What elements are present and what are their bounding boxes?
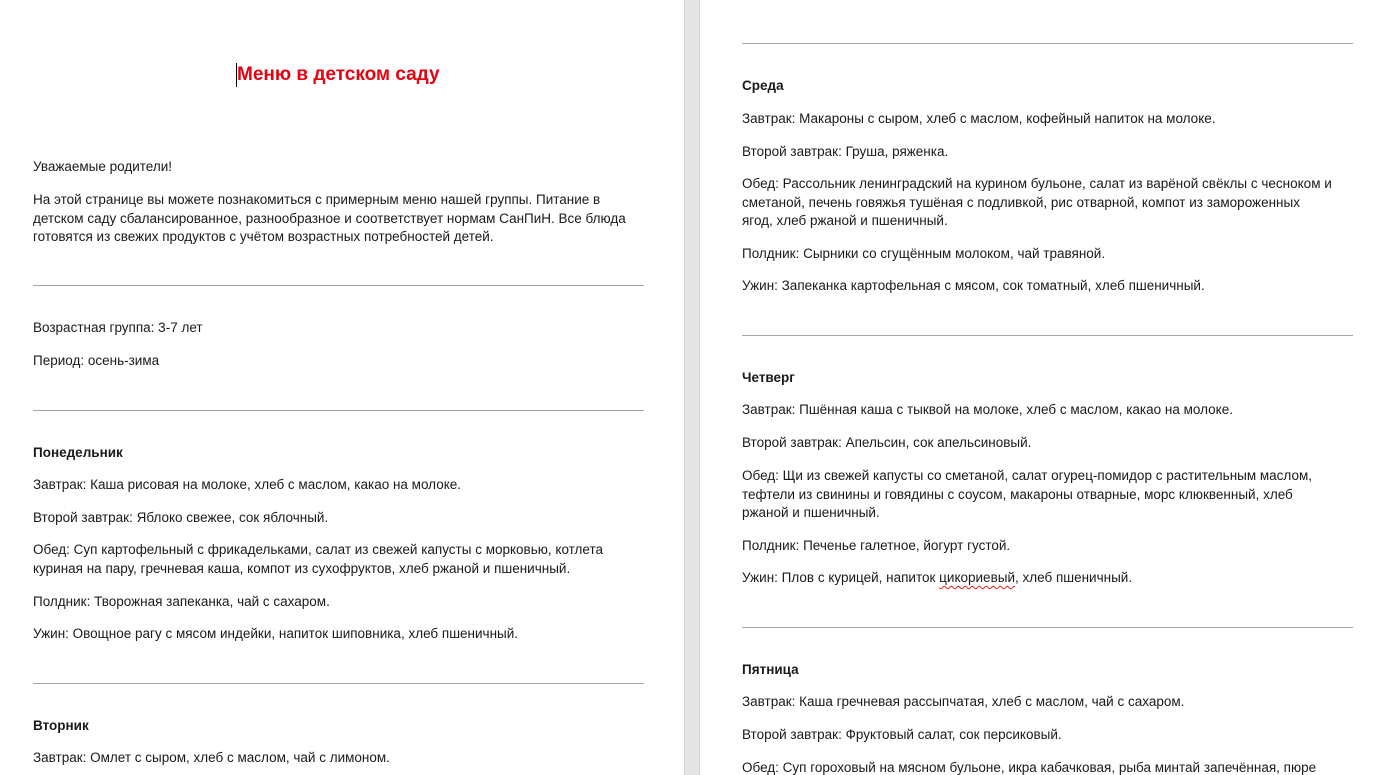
- misspelled-word[interactable]: цикориевый: [939, 570, 1015, 585]
- meal-dinner[interactable]: [742, 569, 1132, 588]
- intro-paragraph[interactable]: На этой странице вы можете познакомиться с примерным меню нашей группы. Питание в детском саду сбалансированное, разнообразное и соответствует нормам СанПиН. Все блюда готовятся из свежих продуктов с учётом возрастных потребностей детей.: [33, 192, 626, 244]
- document-title[interactable]: Меню в детском саду: [237, 64, 440, 85]
- dinner-text-suffix: , хлеб пшеничный.: [1014, 570, 1133, 585]
- meal-second-breakfast[interactable]: Второй завтрак: Апельсин, сок апельсиновый.: [742, 435, 1032, 450]
- meal-lunch-line[interactable]: Обед: Рассольник ленинградский на курином бульоне, салат из варёной свёклы с чесноком и: [742, 176, 1332, 191]
- dinner-text-prefix: Ужин: Плов с курицей, напиток: [742, 570, 940, 585]
- meal-lunch-line[interactable]: ржаной и пшеничный.: [742, 505, 880, 520]
- meal-lunch-line[interactable]: ягод, хлеб ржаной и пшеничный.: [742, 213, 948, 228]
- meal-breakfast[interactable]: Завтрак: Омлет с сыром, хлеб с маслом, чай с лимоном.: [33, 750, 390, 765]
- horizontal-rule: [33, 683, 644, 684]
- day-heading-tuesday[interactable]: Вторник: [33, 718, 89, 733]
- meal-breakfast[interactable]: Завтрак: Каша рисовая на молоке, хлеб с маслом, какао на молоке.: [33, 477, 462, 492]
- meal-breakfast[interactable]: Завтрак: Каша гречневая рассыпчатая, хлеб с маслом, чай с сахаром.: [742, 694, 1185, 709]
- horizontal-rule: [33, 410, 644, 411]
- page-gutter: [684, 0, 700, 775]
- day-heading-friday[interactable]: Пятница: [742, 662, 799, 677]
- horizontal-rule: [742, 627, 1353, 628]
- meal-lunch-line[interactable]: тефтели из свинины и говядины с соусом, макароны отварные, морс клюквенный, хлеб: [742, 487, 1293, 502]
- meal-dinner[interactable]: Ужин: Овощное рагу с мясом индейки, напиток шиповника, хлеб пшеничный.: [33, 626, 519, 641]
- meal-breakfast[interactable]: Завтрак: Макароны с сыром, хлеб с маслом, кофейный напиток на молоке.: [742, 111, 1216, 126]
- meal-lunch-line[interactable]: Обед: Суп гороховый на мясном бульоне, икра кабачковая, рыба минтай запечённая, пюре: [742, 760, 1317, 775]
- day-heading-monday[interactable]: Понедельник: [33, 445, 123, 460]
- meal-second-breakfast[interactable]: Второй завтрак: Фруктовый салат, сок персиковый.: [742, 727, 1062, 742]
- horizontal-rule: [742, 43, 1353, 44]
- horizontal-rule: [33, 285, 644, 286]
- meal-breakfast[interactable]: Завтрак: Пшённая каша с тыквой на молоке, хлеб с маслом, какао на молоке.: [742, 402, 1233, 417]
- meal-lunch-line[interactable]: Обед: Щи из свежей капусты со сметаной, салат огурец-помидор с растительным маслом,: [742, 468, 1312, 483]
- meal-lunch-line[interactable]: Обед: Суп картофельный с фрикадельками, салат из свежей капусты с морковью, котлета: [33, 542, 604, 557]
- document-page-left[interactable]: [0, 0, 684, 775]
- meal-lunch-line[interactable]: сметаной, печень говяжья тушёная с подливкой, рис отварной, компот из замороженных: [742, 195, 1300, 210]
- age-group-paragraph[interactable]: Возрастная группа: 3-7 лет: [33, 320, 203, 335]
- meal-lunch-line[interactable]: куриная на пару, гречневая каша, компот из сухофруктов, хлеб ржаной и пшеничный.: [33, 561, 571, 576]
- document-page-right[interactable]: [700, 0, 1388, 775]
- meal-snack[interactable]: Полдник: Печенье галетное, йогурт густой.: [742, 538, 1011, 553]
- horizontal-rule: [742, 335, 1353, 336]
- meal-snack[interactable]: Полдник: Сырники со сгущённым молоком, чай травяной.: [742, 246, 1106, 261]
- period-paragraph[interactable]: Период: осень-зима: [33, 353, 160, 368]
- meal-second-breakfast[interactable]: Второй завтрак: Груша, ряженка.: [742, 144, 949, 159]
- greeting-paragraph[interactable]: Уважаемые родители!: [33, 159, 173, 174]
- day-heading-thursday[interactable]: Четверг: [742, 370, 795, 385]
- meal-dinner[interactable]: Ужин: Запеканка картофельная с мясом, сок томатный, хлеб пшеничный.: [742, 278, 1205, 293]
- day-heading-wednesday[interactable]: Среда: [742, 78, 784, 93]
- meal-second-breakfast[interactable]: Второй завтрак: Яблоко свежее, сок яблочный.: [33, 510, 329, 525]
- meal-snack[interactable]: Полдник: Творожная запеканка, чай с сахаром.: [33, 594, 330, 609]
